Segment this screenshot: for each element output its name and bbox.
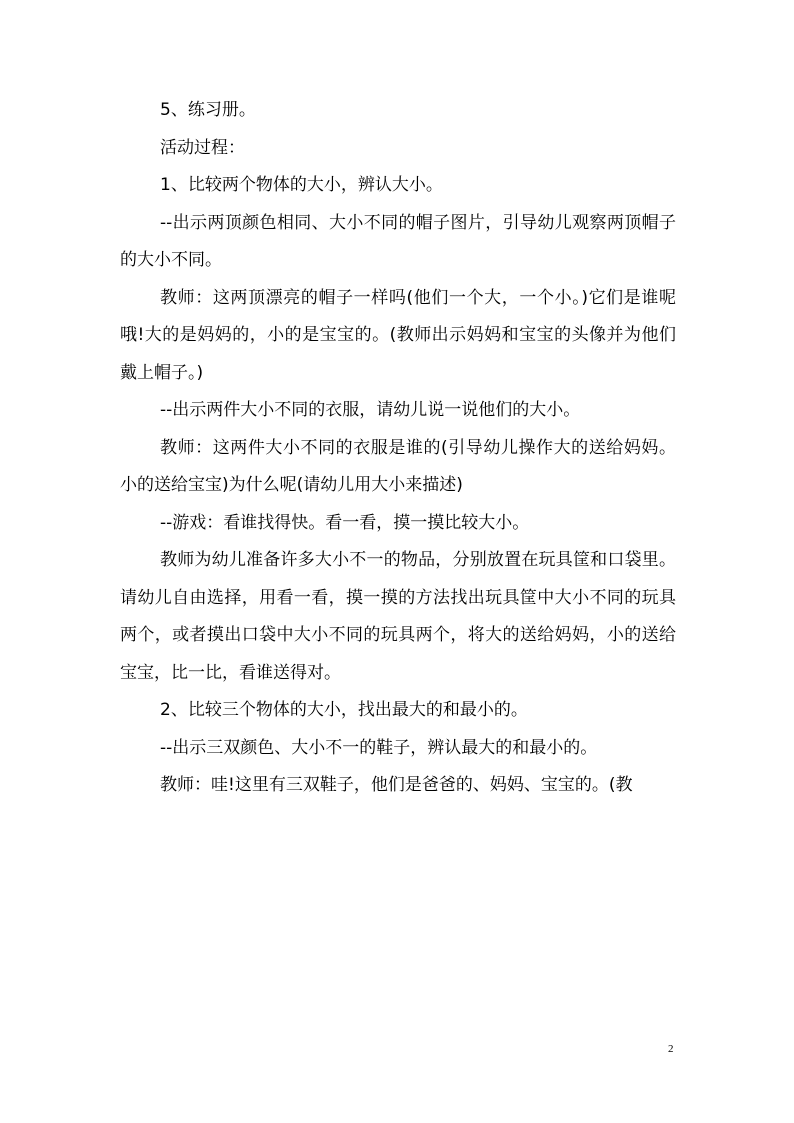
document-body <box>120 92 676 805</box>
paragraph-show-clothes: --出示两件大小不同的衣服，请幼儿说一说他们的大小。 <box>160 400 581 420</box>
paragraph-step-1-heading: 1、比较两个物体的大小，辨认大小。 <box>160 175 443 195</box>
paragraph-game-description: 教师为幼儿准备许多大小不一的物品，分别放置在玩具筐和口袋里。请幼儿自由选择，用看一看，摸一摸的方法找出玩具筐中大小不同的玩具两个，或者摸出口袋中大小不同的玩具两个，将大的送给妈妈，小的送给宝宝，比一比，看谁送得对。 <box>120 550 676 683</box>
paragraph-teacher-clothes: 教师：这两件大小不同的衣服是谁的(引导幼儿操作大的送给妈妈。小的送给宝宝)为什么呢(请幼儿用大小来描述) <box>120 437 676 495</box>
paragraph-process-heading: 活动过程： <box>160 137 245 158</box>
paragraph-step-2-heading: 2、比较三个物体的大小，找出最大的和最小的。 <box>160 700 528 720</box>
paragraph-show-hats: --出示两顶颜色相同、大小不同的帽子图片，引导幼儿观察两顶帽子的大小不同。 <box>120 212 676 270</box>
paragraph-teacher-hats: 教师：这两顶漂亮的帽子一样吗(他们一个大，一个小。)它们是谁呢哦!大的是妈妈的，小的是宝宝的。(教师出示妈妈和宝宝的头像并为他们戴上帽子。) <box>120 287 676 383</box>
paragraph-game: --游戏：看谁找得快。看一看，摸一摸比较大小。 <box>160 512 530 533</box>
page-number: 2 <box>668 1043 674 1055</box>
paragraph-materials-5: 5、练习册。 <box>160 100 256 120</box>
paragraph-show-shoes: --出示三双颜色、大小不一的鞋子，辨认最大的和最小的。 <box>160 737 598 758</box>
paragraph-teacher-shoes: 教师：哇!这里有三双鞋子，他们是爸爸的、妈妈、宝宝的。(教 <box>160 775 633 795</box>
